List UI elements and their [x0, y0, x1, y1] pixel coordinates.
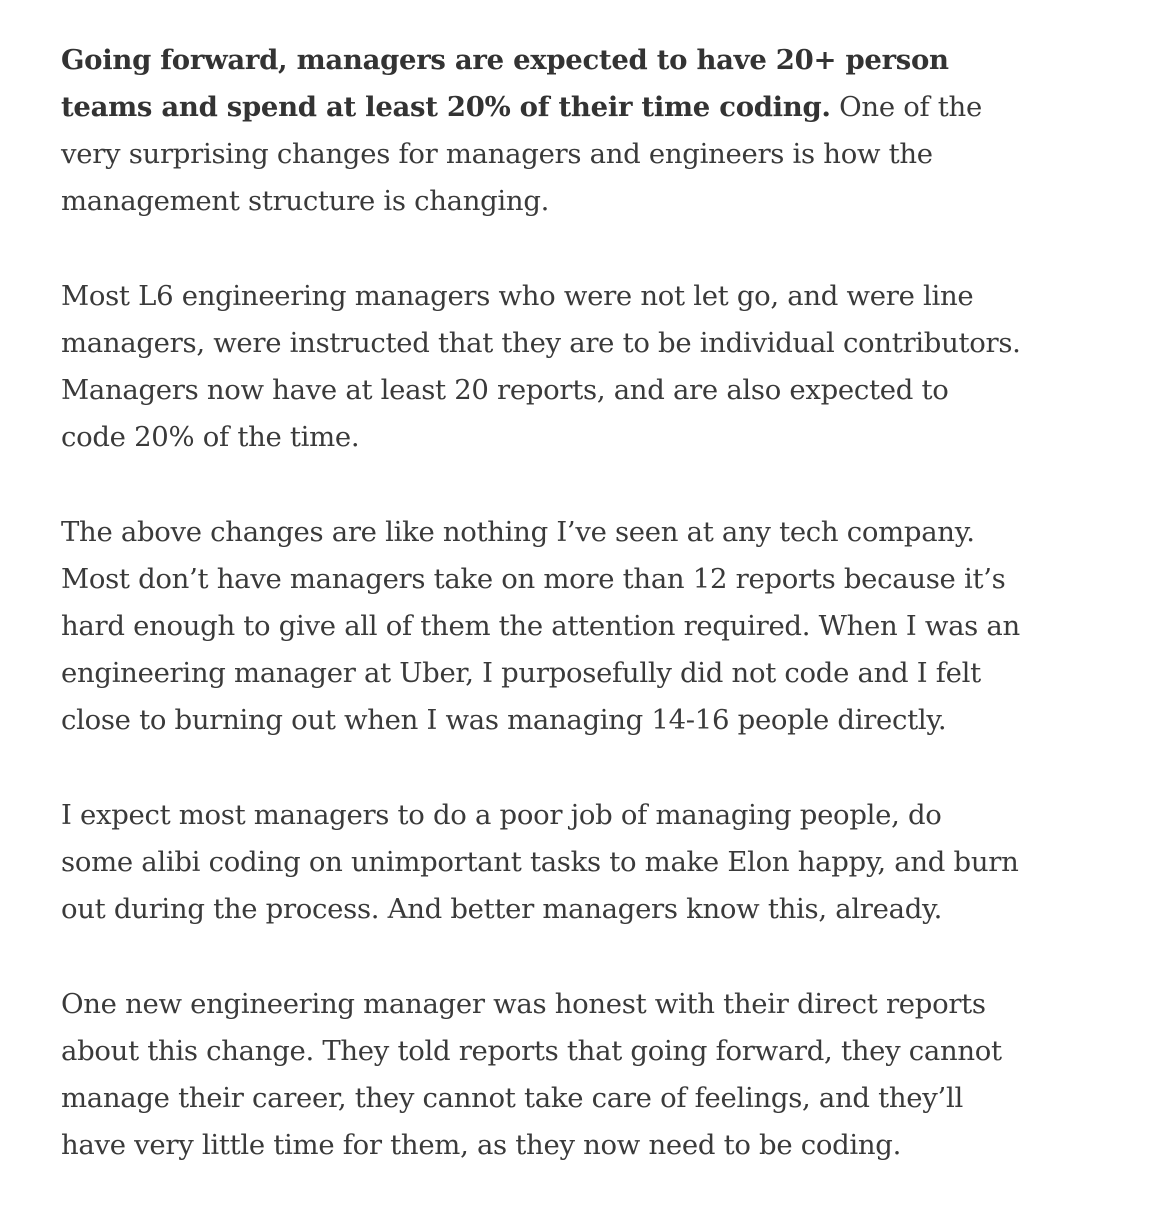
paragraph-tech-comparison: The above changes are like nothing I’ve seen at any tech company. Most don’t have managers take on more than 12 reports because it’s hard enough to give all of them the attention required. When I was an engineering manager at Uber, I purposefully did not code and I felt close to burning out when I was managing 14-16 people directly.: [61, 516, 1020, 736]
article-body: [61, 37, 1021, 1169]
paragraph-honest-manager: One new engineering manager was honest with their direct reports about this change. They told reports that going forward, they cannot manage their career, they cannot take care of feelings, and they’ll have very little time for them, as they now need to be coding.: [61, 988, 1002, 1161]
paragraph-l6-managers: Most L6 engineering managers who were not let go, and were line managers, were instructed that they are to be individual contributors. Managers now have at least 20 reports, and are also expected to code 20% of the time.: [61, 280, 1021, 453]
paragraph-management-structure: [61, 37, 1021, 225]
paragraph-lead-bold: Going forward, managers are expected to have 20+ person teams and spend at least 20% of their time coding.: [61, 44, 949, 123]
paragraph-text: One of the very surprising changes for managers and engineers is how the management structure is changing.: [61, 91, 982, 217]
paragraph-expectation: I expect most managers to do a poor job of managing people, do some alibi coding on unimportant tasks to make Elon happy, and burn out during the process. And better managers know this, already.: [61, 799, 1019, 925]
